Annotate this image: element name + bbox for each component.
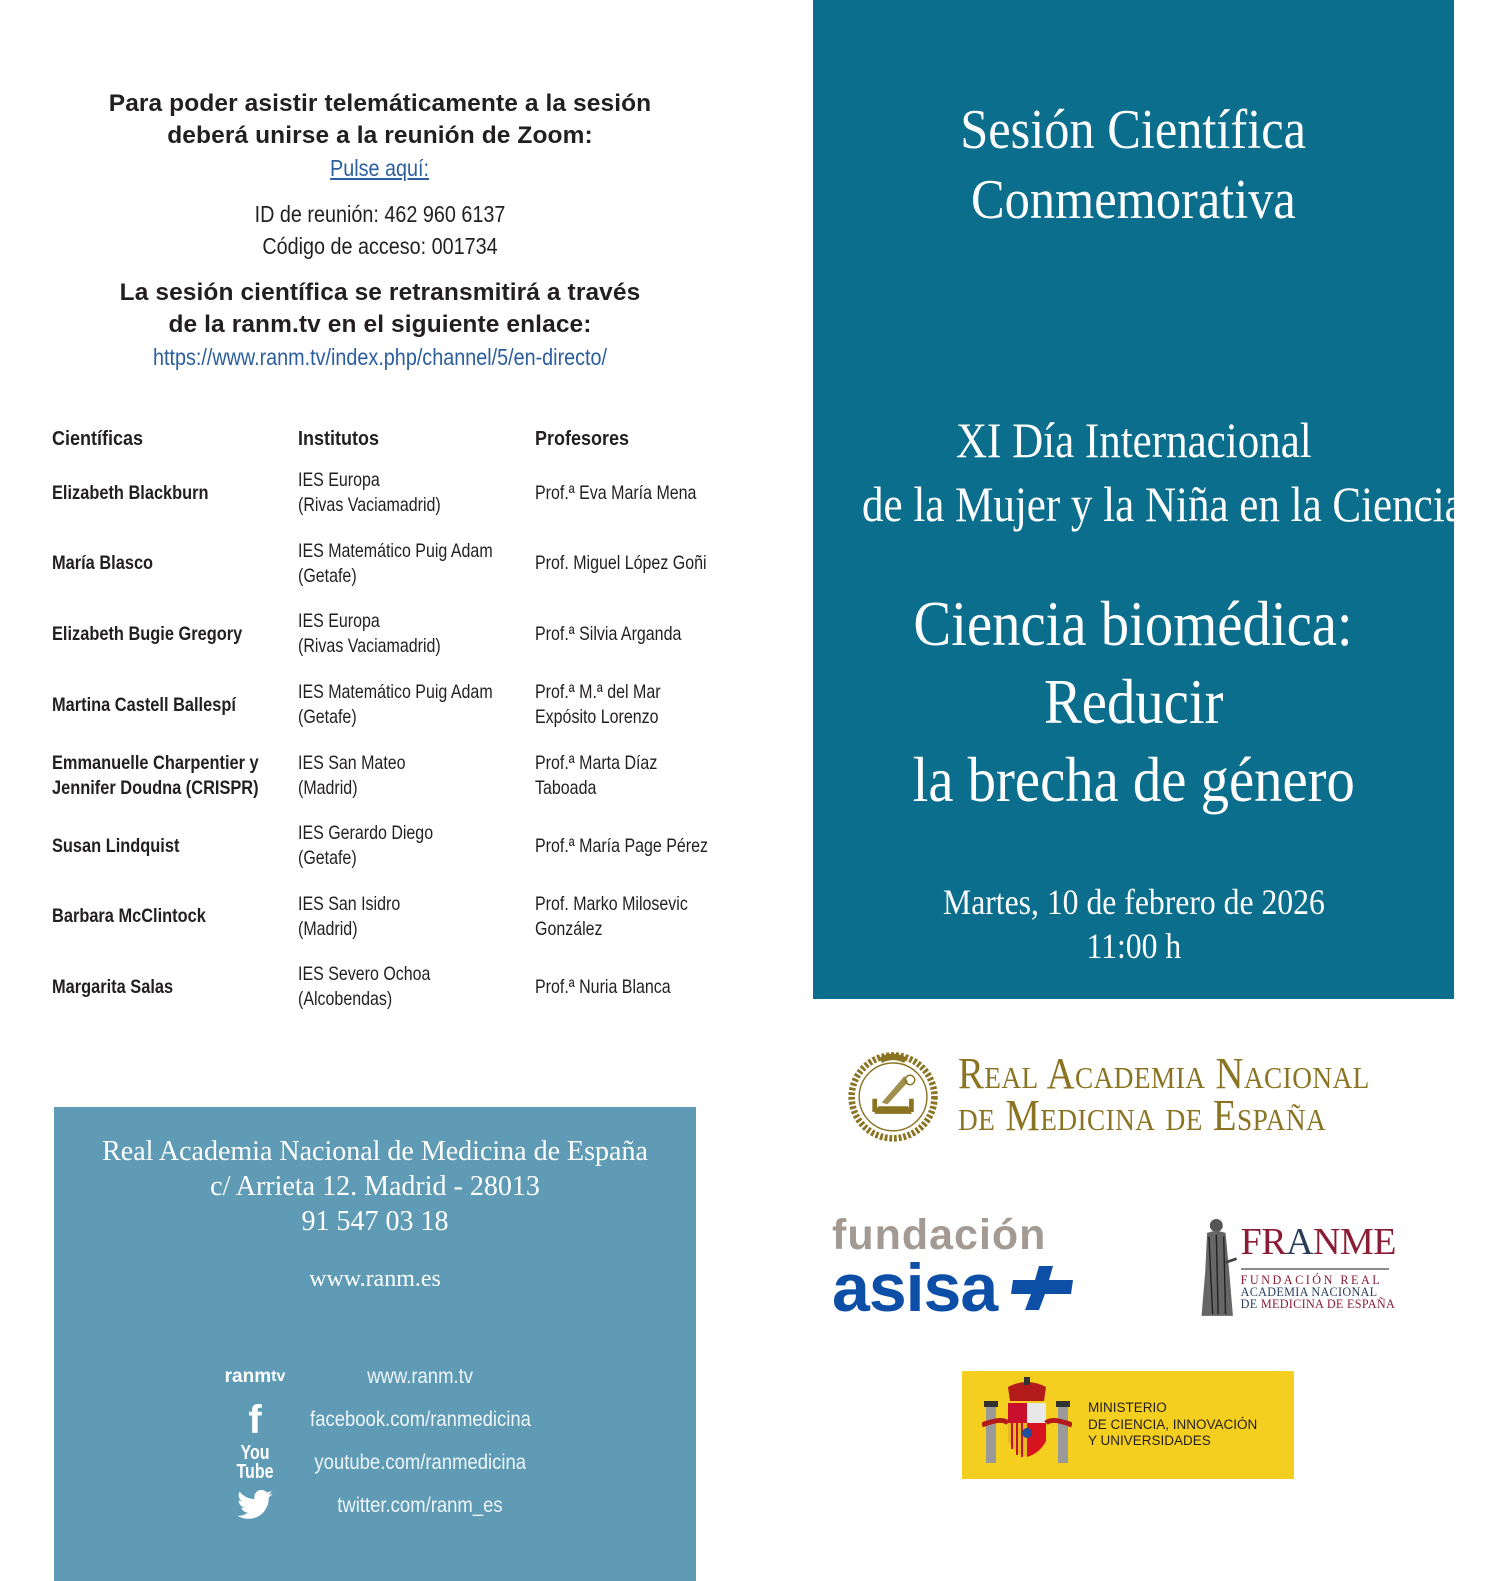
teacher-cell: Prof.ª M.ª del Mar Expósito Lorenzo: [535, 681, 661, 729]
header-cientificas: Científicas: [52, 427, 144, 450]
ranm-logo-line2: de Medicina de España: [958, 1091, 1327, 1140]
table-header-row: [52, 424, 746, 458]
scientist-cell: María Blasco: [52, 552, 154, 575]
institute-cell: IES Matemático Puig Adam (Getafe): [298, 681, 493, 729]
franme-line1: FUNDACIÓN REAL: [1240, 1273, 1383, 1287]
zoom-heading-line2: deberá unirse a la reunión de Zoom:: [167, 122, 593, 149]
access-code: Código de acceso: 001734: [262, 233, 498, 259]
zoom-join-link[interactable]: Pulse aquí:: [330, 155, 430, 181]
spain-coat-of-arms-icon: [982, 1377, 1072, 1473]
scientist-cell: Martina Castell Ballespí: [52, 693, 236, 716]
institute-cell: IES Europa (Rivas Vaciamadrid): [298, 469, 441, 517]
ranm-logo: [846, 1040, 1426, 1150]
contact-address: c/ Arrieta 12. Madrid - 28013: [210, 1171, 540, 1202]
teacher-cell: Prof. Miguel López Goñi: [535, 552, 707, 575]
table-row: [52, 882, 746, 953]
header-profesores: Profesores: [535, 427, 630, 450]
scientist-cell: Susan Lindquist: [52, 834, 180, 857]
stream-url-link[interactable]: https://www.ranm.tv/index.php/channel/5/en-directo/: [152, 344, 608, 370]
session-title: Sesión Científica Conmemorativa: [960, 99, 1307, 231]
contact-panel: [54, 1107, 696, 1581]
table-row: [52, 599, 746, 670]
participants-table: [52, 424, 746, 1023]
ministerio-logo: [962, 1371, 1294, 1479]
zoom-info-section: [60, 88, 700, 373]
asisa-logo-line2: asisa: [832, 1250, 998, 1326]
social-link-facebook[interactable]: facebook.com/ranmedicina: [309, 1407, 531, 1431]
table-row: [52, 529, 746, 600]
contact-organization: Real Academia Nacional de Medicina de España: [102, 1136, 648, 1167]
header-institutos: Institutos: [298, 427, 379, 450]
contact-phone: 91 547 03 18: [301, 1206, 449, 1237]
social-link-youtube[interactable]: youtube.com/ranmedicina: [314, 1450, 526, 1474]
contact-website-link[interactable]: www.ranm.es: [309, 1266, 441, 1292]
social-link-ranmtv[interactable]: www.ranm.tv: [367, 1364, 473, 1388]
ranm-logo-line1: Real Academia Nacional: [958, 1049, 1370, 1098]
table-row: [52, 740, 746, 811]
teacher-cell: Prof. Marko Milosevic González: [535, 892, 689, 940]
social-row-ranmtv[interactable]: [224, 1355, 554, 1398]
ministerio-line1: MINISTERIO: [1088, 1400, 1167, 1416]
social-row-facebook[interactable]: [224, 1398, 554, 1441]
facebook-icon: f: [248, 1397, 262, 1442]
teacher-cell: Prof.ª Eva María Mena: [535, 481, 697, 504]
institute-cell: IES Matemático Puig Adam (Getafe): [298, 539, 493, 587]
asisa-plus-icon: [1009, 1264, 1075, 1312]
franme-line2: ACADEMIA NACIONAL: [1240, 1285, 1378, 1299]
topic-title: Ciencia biomédica: Reducir la brecha de género: [912, 589, 1355, 815]
event-date: Martes, 10 de febrero de 2026 11:00 h: [942, 882, 1325, 966]
franme-statue-icon: [1196, 1212, 1237, 1322]
teacher-cell: Prof.ª Nuria Blanca: [535, 975, 672, 998]
institute-cell: IES San Mateo (Madrid): [298, 751, 406, 799]
scientist-cell: Margarita Salas: [52, 975, 174, 998]
table-row: [52, 670, 746, 741]
event-time: 11:00 h: [1086, 926, 1181, 966]
social-row-twitter[interactable]: [224, 1484, 554, 1527]
scientist-cell: Barbara McClintock: [52, 905, 206, 928]
institute-cell: IES Gerardo Diego (Getafe): [298, 822, 434, 870]
teacher-cell: Prof.ª Marta Díaz Taboada: [535, 751, 658, 799]
asisa-logo-line1: fundación: [832, 1211, 1047, 1259]
social-row-youtube[interactable]: [224, 1441, 554, 1484]
ministerio-line3: Y UNIVERSIDADES: [1088, 1433, 1211, 1449]
franme-title: FRANME: [1240, 1221, 1396, 1263]
table-row: [52, 952, 746, 1023]
franme-line3: DE MEDICINA DE ESPAÑA: [1240, 1297, 1396, 1311]
scientist-cell: Elizabeth Blackburn: [52, 481, 209, 504]
cover-panel: [813, 0, 1464, 999]
ranm-seal-icon: [846, 1045, 940, 1145]
zoom-heading-line1: Para poder asistir telemáticamente a la sesión: [108, 90, 652, 117]
stream-heading-line1: La sesión científica se retransmitirá a través: [119, 279, 641, 306]
institute-cell: IES Severo Ochoa (Alcobendas): [298, 963, 431, 1011]
franme-logo: [1196, 1212, 1396, 1327]
table-row: [52, 458, 746, 529]
meeting-id: ID de reunión: 462 960 6137: [254, 201, 506, 227]
fundacion-asisa-logo: [832, 1211, 1122, 1326]
event-day-title: XI Día Internacional de la Mujer y la Niña en la Ciencia: [861, 412, 1464, 532]
twitter-icon: [224, 1490, 286, 1522]
social-link-twitter[interactable]: twitter.com/ranm_es: [337, 1493, 503, 1517]
institute-cell: IES San Isidro (Madrid): [298, 892, 401, 940]
institute-cell: IES Europa (Rivas Vaciamadrid): [298, 610, 441, 658]
table-row: [52, 811, 746, 882]
ministerio-line2: DE CIENCIA, INNOVACIÓN: [1088, 1416, 1258, 1432]
scientist-cell: Emmanuelle Charpentier y Jennifer Doudna (CRISPR): [52, 751, 259, 799]
ranm-tv-icon: ranm tv: [224, 1366, 286, 1387]
teacher-cell: Prof.ª María Page Pérez: [535, 834, 709, 857]
youtube-icon: You Tube: [236, 1441, 274, 1483]
teacher-cell: Prof.ª Silvia Arganda: [535, 622, 682, 645]
social-links: [224, 1355, 554, 1527]
scientist-cell: Elizabeth Bugie Gregory: [52, 622, 243, 645]
stream-heading-line2: de la ranm.tv en el siguiente enlace:: [168, 311, 592, 338]
